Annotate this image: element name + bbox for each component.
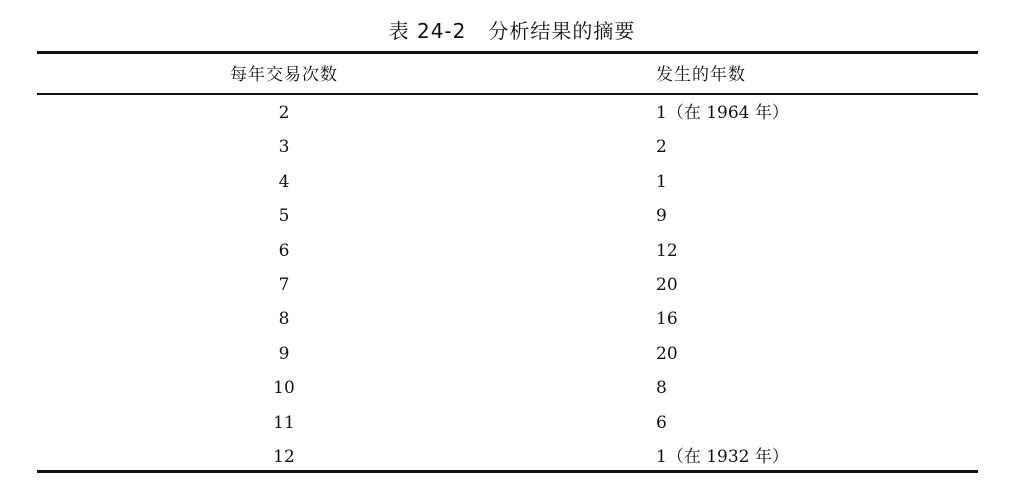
cell-years-occurred: 12 <box>656 240 678 261</box>
cell-trades-per-year: 11 <box>273 412 295 433</box>
header-trades-per-year: 每年交易次数 <box>230 65 338 85</box>
cell-years-occurred: 6 <box>656 412 667 433</box>
cell-years-occurred: 20 <box>656 343 678 364</box>
header-years-occurred: 发生的年数 <box>656 65 746 85</box>
table-number: 表 24-2 <box>388 19 467 43</box>
cell-trades-per-year: 12 <box>273 446 295 467</box>
table-body <box>37 96 978 474</box>
cell-trades-per-year: 8 <box>278 309 290 330</box>
cell-years-occurred: 1（在 1932 年） <box>656 446 789 467</box>
table-row <box>37 199 978 233</box>
table-caption <box>0 16 1024 46</box>
table-row <box>37 302 978 336</box>
cell-years-occurred: 16 <box>656 309 678 330</box>
cell-trades-per-year: 7 <box>278 274 290 295</box>
table-row <box>37 406 978 440</box>
cell-trades-per-year: 5 <box>278 206 290 227</box>
cell-trades-per-year: 10 <box>273 378 295 399</box>
cell-years-occurred: 2 <box>656 137 667 158</box>
table-top-rule <box>37 51 978 54</box>
cell-trades-per-year: 2 <box>278 103 290 123</box>
table-title: 分析结果的摘要 <box>488 19 636 43</box>
cell-trades-per-year: 3 <box>278 137 290 158</box>
cell-trades-per-year: 9 <box>278 343 290 364</box>
table-header-rule <box>37 93 978 95</box>
cell-trades-per-year: 4 <box>278 171 290 192</box>
table-row <box>37 371 978 405</box>
table-row <box>37 130 978 164</box>
cell-years-occurred: 9 <box>656 206 667 227</box>
table-header-row <box>37 58 978 92</box>
table-bottom-rule <box>37 470 978 473</box>
cell-years-occurred: 20 <box>656 274 678 295</box>
table-row <box>37 96 978 130</box>
cell-years-occurred: 1 <box>656 171 667 192</box>
table-row <box>37 234 978 268</box>
cell-trades-per-year: 6 <box>278 240 290 261</box>
table-row <box>37 165 978 199</box>
cell-years-occurred: 1（在 1964 年） <box>656 103 789 123</box>
table-row <box>37 337 978 371</box>
table-row <box>37 268 978 302</box>
cell-years-occurred: 8 <box>656 378 667 399</box>
